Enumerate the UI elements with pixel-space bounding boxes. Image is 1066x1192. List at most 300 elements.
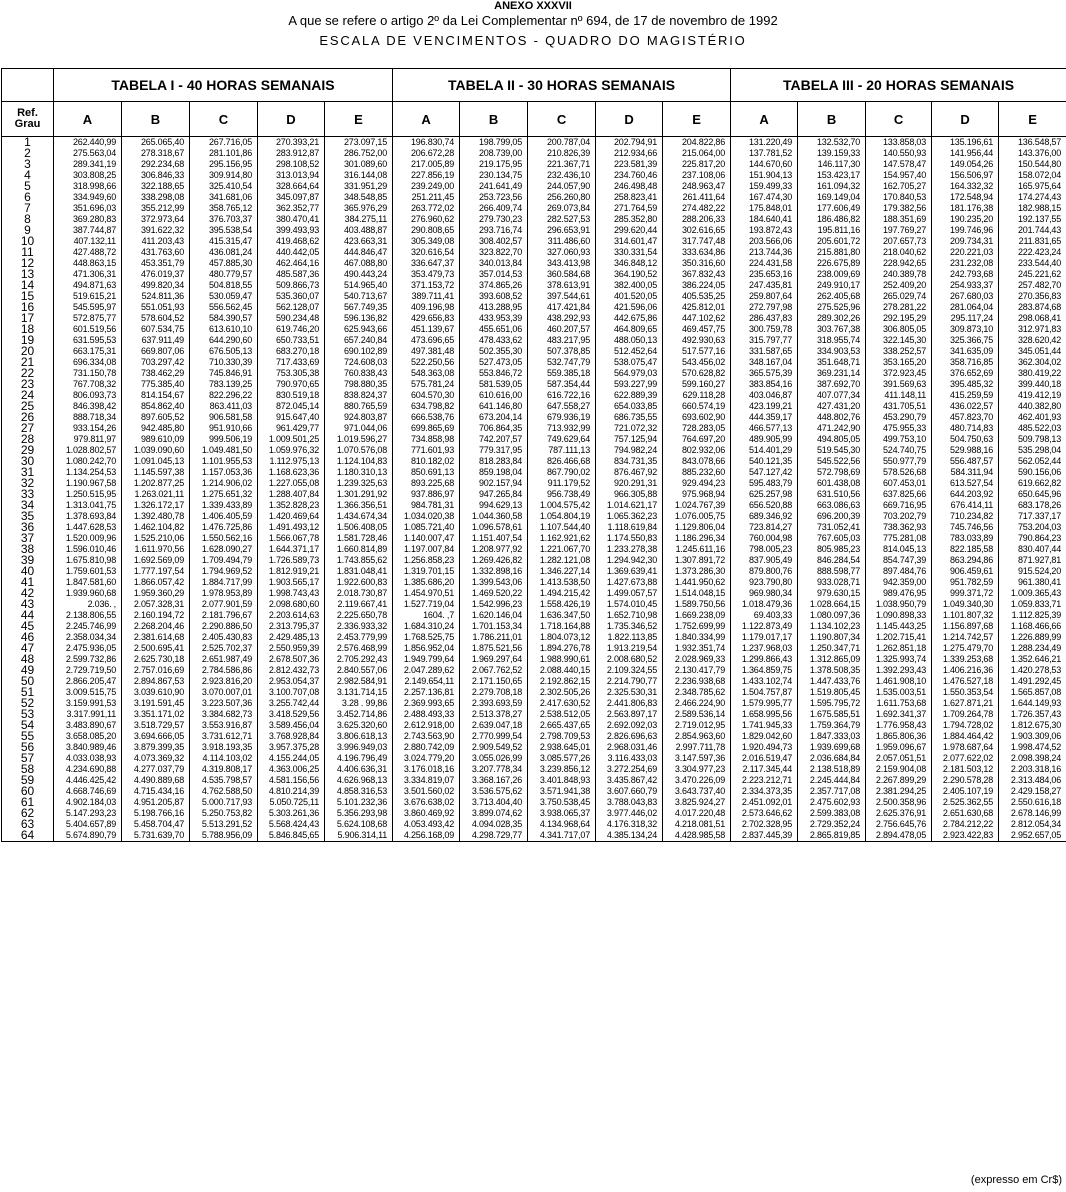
salary-value: 1.469.520,22 <box>471 588 523 598</box>
salary-value: 345.097,87 <box>275 192 319 202</box>
salary-value: 177.606,49 <box>817 203 861 213</box>
salary-value: 438.292,93 <box>546 313 591 323</box>
ref-number: 55 <box>20 729 35 743</box>
salary-value: 232.436,10 <box>546 170 591 180</box>
salary-value: 1.091.045,13 <box>133 456 184 466</box>
salary-value: 731.150,78 <box>72 368 116 378</box>
value-column <box>866 137 932 842</box>
salary-value: 3.553.916,87 <box>201 720 252 730</box>
salary-value: 2.665.437,65 <box>539 720 591 730</box>
salary-value: 2.702.328,95 <box>741 819 793 829</box>
salary-value: 524.811,36 <box>141 291 184 301</box>
salary-value: 292.234,68 <box>140 159 184 169</box>
salary-value: 5.513.291,52 <box>201 819 252 829</box>
salary-value: 760.004,98 <box>749 533 793 543</box>
salary-value: 286.752,00 <box>343 148 388 158</box>
salary-value: 578.526,68 <box>883 467 927 477</box>
salary-value: 270.356,83 <box>1018 291 1062 301</box>
salary-value: 604.570,30 <box>410 390 455 400</box>
salary-value: 738.362,93 <box>883 522 927 532</box>
salary-value: 814.045,13 <box>883 544 927 554</box>
salary-value: 431.705,51 <box>883 401 927 411</box>
salary-value: 279.730,23 <box>478 214 523 224</box>
salary-value: 999.371,72 <box>950 588 994 598</box>
salary-value: 1.288.407,84 <box>268 489 319 499</box>
salary-value: 2.077.622,02 <box>942 753 994 763</box>
salary-value: 731.052,41 <box>817 522 861 532</box>
salary-value: 937.886,97 <box>410 489 455 499</box>
salary-value: 1.009.501,25 <box>268 434 319 444</box>
salary-value: 3.304.977,23 <box>674 764 726 774</box>
salary-value: 2.880.742,09 <box>403 742 455 752</box>
salary-value: 806.093,73 <box>72 390 116 400</box>
salary-value: 657.240,84 <box>343 335 388 345</box>
salary-value: 610.616,00 <box>478 390 523 400</box>
salary-value: 3.223.507,36 <box>201 698 252 708</box>
salary-value: 380.470,41 <box>275 214 319 224</box>
salary-value: 871.927,81 <box>1018 555 1062 565</box>
salary-value: 2.854.963,60 <box>674 731 726 741</box>
salary-value: 1.202.715,41 <box>875 632 927 642</box>
salary-value: 2.429.158,27 <box>1010 786 1062 796</box>
salary-value: 4.176.318,32 <box>606 819 658 829</box>
salary-value: 683.178,26 <box>1018 500 1062 510</box>
salary-value: 457.885,30 <box>208 258 252 268</box>
salary-value: 502.355,30 <box>478 346 523 356</box>
salary-value: 5.624.108,68 <box>336 819 388 829</box>
ref-number: 29 <box>20 443 35 457</box>
salary-value: 1.168.623,36 <box>268 467 319 477</box>
salary-value: 3.207.778,34 <box>471 764 523 774</box>
salary-value: 601.519,56 <box>72 324 116 334</box>
salary-value: 879.800,76 <box>749 566 793 576</box>
ref-number: 32 <box>20 476 35 490</box>
salary-value: 906.581,58 <box>208 412 252 422</box>
salary-value: 139.159,33 <box>817 148 861 158</box>
salary-value: 2.405.430,83 <box>201 632 252 642</box>
salary-value: 320.616,54 <box>410 247 455 257</box>
salary-value: 1.884.464,42 <box>942 731 994 741</box>
salary-value: 1.939.699,68 <box>809 742 861 752</box>
salary-value: 2.036.684,84 <box>809 753 861 763</box>
value-column <box>393 137 460 842</box>
salary-value: 2.757.016,69 <box>133 665 184 675</box>
salary-value: 3.938.065,37 <box>539 808 591 818</box>
salary-value: 1.589.750,56 <box>674 599 726 609</box>
salary-value: 1.332.898,16 <box>471 566 523 576</box>
salary-value: 2.313.484,06 <box>1010 775 1062 785</box>
salary-value: 863.411,03 <box>209 401 252 411</box>
salary-value: 562.128,07 <box>275 302 319 312</box>
salary-value: 1.112.825,39 <box>1011 610 1062 620</box>
salary-value: 296.653,91 <box>546 225 591 235</box>
salary-value: 2.236.938,68 <box>674 676 726 686</box>
salary-value: 3.977.446,02 <box>606 808 658 818</box>
salary-value: 290.808,65 <box>410 225 455 235</box>
salary-value: 1.884.717,99 <box>201 577 252 587</box>
salary-value: 989.610,09 <box>140 434 184 444</box>
salary-value: 217.005,89 <box>410 159 455 169</box>
salary-value: 822.185,58 <box>950 544 994 554</box>
salary-value: 258.823,41 <box>613 192 658 202</box>
salary-value: 942.485,80 <box>140 423 184 433</box>
salary-value: 295.117,24 <box>950 313 994 323</box>
salary-value: 1.812.919,21 <box>268 566 319 576</box>
salary-value: 480.714,83 <box>950 423 994 433</box>
salary-value: 2.475.936,05 <box>65 643 116 653</box>
salary-value: 2.334.373,35 <box>741 786 793 796</box>
salary-value: 2.077.901,59 <box>201 599 252 609</box>
salary-value: 131.220,49 <box>749 137 793 147</box>
ref-number: 20 <box>20 344 35 358</box>
salary-value: 4.341.717,07 <box>539 830 591 840</box>
salary-value: 2.453.779,99 <box>336 632 388 642</box>
salary-value: 686.735,55 <box>613 412 658 422</box>
salary-value: 3.957.375,28 <box>268 742 319 752</box>
salary-value: 771.601,93 <box>410 445 455 455</box>
salary-value: 2.798.709,53 <box>539 731 591 741</box>
salary-value: 485.522,03 <box>1018 423 1062 433</box>
salary-value: 228.942,65 <box>883 258 927 268</box>
salary-value: 2.214.790,77 <box>606 676 658 686</box>
salary-value: 380.419,22 <box>1018 368 1062 378</box>
value-column <box>528 137 596 842</box>
salary-value: 3.024.779,20 <box>403 753 455 763</box>
salary-value: 3.317.991,11 <box>66 709 116 719</box>
salary-value: 1.406.405,59 <box>201 511 252 521</box>
salary-value: 2.500.358,96 <box>875 797 927 807</box>
salary-value: 3.435.867,42 <box>606 775 658 785</box>
salary-value: 440.382,80 <box>1018 401 1062 411</box>
salary-value: 1.339.433,89 <box>201 500 252 510</box>
salary-value: 1.519.805,45 <box>809 687 861 697</box>
salary-value: 1.998.743,43 <box>268 588 319 598</box>
salary-value: 369.231,14 <box>817 368 861 378</box>
salary-value: 162.705,27 <box>883 181 927 191</box>
corner-cell <box>2 69 54 102</box>
salary-value: 251.211,45 <box>411 192 455 202</box>
salary-value: 947.265,84 <box>478 489 523 499</box>
ref-number: 43 <box>20 597 35 611</box>
salary-value: 353.479,73 <box>410 269 455 279</box>
salary-value: 2.550.616,18 <box>1010 797 1062 807</box>
value-column <box>663 137 731 842</box>
salary-value: 387.744,87 <box>72 225 116 235</box>
salary-value: 2.109.324,55 <box>606 665 658 675</box>
salary-value: 3.825.924,27 <box>674 797 726 807</box>
salary-value: 1.684.310,24 <box>403 621 455 631</box>
salary-value: 745.746,56 <box>950 522 994 532</box>
salary-value: 267.716,05 <box>208 137 252 147</box>
salary-value: 767.708,32 <box>72 379 116 389</box>
salary-value: 1.420.469,64 <box>268 511 319 521</box>
ref-number: 64 <box>20 828 35 842</box>
salary-value: 265.065,40 <box>140 137 184 147</box>
salary-value: 906.459,61 <box>950 566 994 576</box>
salary-value: 1.250.515,95 <box>65 489 116 499</box>
salary-value: 5.906.314,11 <box>337 830 388 840</box>
salary-value: 1.107.544,40 <box>539 522 591 532</box>
salary-value: 3.470.226,09 <box>674 775 726 785</box>
salary-value: 499.753,10 <box>883 434 927 444</box>
salary-value: 397.544,61 <box>546 291 591 301</box>
salary-value: 151.904,13 <box>749 170 793 180</box>
salary-value: 1.462.104,82 <box>133 522 184 532</box>
salary-value: 2.203.318,16 <box>1010 764 1062 774</box>
salary-value: 3.116.433,03 <box>607 753 658 763</box>
salary-value: 206.672,28 <box>410 148 455 158</box>
salary-value: 717.433,69 <box>275 357 319 367</box>
salary-value: 2.612.918,00 <box>403 720 455 730</box>
salary-value: 415.259,59 <box>950 390 994 400</box>
salary-value: 1.550.353,54 <box>942 687 994 697</box>
salary-value: 1.759.364,79 <box>809 720 861 730</box>
salary-value: 1.535.003,51 <box>875 687 927 697</box>
salary-value: 462.401,93 <box>1018 412 1062 422</box>
salary-value: 340.013,84 <box>478 258 523 268</box>
salary-value: 1.059.833,71 <box>1010 599 1062 609</box>
salary-value: 846.284,54 <box>817 555 861 565</box>
salary-value: 519.615,21 <box>72 291 116 301</box>
salary-value: 802.932,06 <box>682 445 726 455</box>
grade-header: C <box>190 102 258 137</box>
salary-value: 885.232,60 <box>682 467 726 477</box>
salary-value: 212.934,66 <box>613 148 658 158</box>
salary-value: 133.858,03 <box>883 137 927 147</box>
salary-value: 4.298.729,77 <box>471 830 523 840</box>
salary-value: 389.711,41 <box>411 291 455 301</box>
salary-value: 2.138.806,55 <box>65 610 116 620</box>
salary-value: 1.558.426,19 <box>539 599 591 609</box>
salary-value: 348.548,85 <box>343 192 388 202</box>
salary-value: 1.504.757,87 <box>741 687 793 697</box>
salary-value: 575.781,24 <box>410 379 455 389</box>
salary-value: 427.488,72 <box>72 247 116 257</box>
salary-value: 1.145.443,25 <box>875 621 927 631</box>
salary-value: 1.299.866,43 <box>741 654 793 664</box>
salary-value: 376.652,69 <box>950 368 994 378</box>
salary-value: 650.733,51 <box>275 335 319 345</box>
salary-value: 710.234,82 <box>950 511 994 521</box>
salary-value: 1.312.865,09 <box>809 654 861 664</box>
salary-value: 2.279.708,18 <box>471 687 523 697</box>
salary-value: 1.190.967,58 <box>65 478 116 488</box>
salary-value: 407.077,34 <box>817 390 861 400</box>
salary-value: 830.519,18 <box>275 390 319 400</box>
salary-value: 971.044,06 <box>343 423 388 433</box>
salary-value: 2.599.732,86 <box>65 654 116 664</box>
salary-value: 240.389,78 <box>883 269 927 279</box>
salary-value: 1.325.993,74 <box>875 654 927 664</box>
salary-value: 2.599.383,08 <box>809 808 861 818</box>
salary-value: 453.351,79 <box>140 258 184 268</box>
salary-value: 328.664,64 <box>275 181 319 191</box>
salary-value: 1.140.007,47 <box>403 533 455 543</box>
salary-value: 2.088.440,15 <box>539 665 591 675</box>
salary-value: 1.903.565,17 <box>268 577 319 587</box>
salary-value: 135.196,61 <box>950 137 994 147</box>
salary-value: 1604. ,7 <box>423 610 455 620</box>
salary-value: 779.317,95 <box>478 445 523 455</box>
grade-header: A <box>393 102 460 137</box>
salary-value: 3.731.612,71 <box>201 731 252 741</box>
salary-value: 367.832,43 <box>682 269 726 279</box>
salary-value: 3.272.254,69 <box>606 764 658 774</box>
salary-value: 915.524,20 <box>1018 566 1062 576</box>
ref-number: 4 <box>24 168 31 182</box>
salary-value: 2.223.212,71 <box>741 775 793 785</box>
salary-value: 2.245.746,99 <box>65 621 116 631</box>
salary-value: 1.831.048,41 <box>336 566 388 576</box>
salary-value: 742.207,57 <box>478 434 523 444</box>
salary-value: 2.057.051,51 <box>875 753 927 763</box>
salary-value: 1.794.969,52 <box>201 566 252 576</box>
salary-value: 1.434.674,34 <box>336 511 388 521</box>
salary-value: 599.160,27 <box>682 379 726 389</box>
salary-value: 154.957,40 <box>883 170 927 180</box>
ref-number: 36 <box>20 520 35 534</box>
salary-value: 1.644.149,93 <box>1010 698 1062 708</box>
salary-value: 399.440,18 <box>1018 379 1062 389</box>
salary-value: 567.749,35 <box>343 302 388 312</box>
salary-value: 2.563.897,17 <box>606 709 658 719</box>
salary-value: 476.019,37 <box>140 269 184 279</box>
salary-value: 1.237.968,03 <box>741 643 793 653</box>
salary-value: 798.880,35 <box>343 379 388 389</box>
salary-value: 654.033,85 <box>613 401 658 411</box>
salary-value: 837.905,49 <box>749 555 793 565</box>
ref-number: 54 <box>20 718 35 732</box>
salary-value: 2.784.586,86 <box>201 665 252 675</box>
salary-value: 4.277.037,79 <box>133 764 184 774</box>
value-column <box>54 137 122 842</box>
salary-value: 460.207,57 <box>546 324 591 334</box>
salary-value: 334.949,60 <box>72 192 116 202</box>
salary-value: 1.129.806,04 <box>674 522 726 532</box>
salary-value: 3.483.890,67 <box>65 720 116 730</box>
salary-value: 854.862,40 <box>140 401 184 411</box>
salary-value: 208.739,00 <box>478 148 523 158</box>
salary-value: 453.290,79 <box>883 412 927 422</box>
salary-value: 666.538,76 <box>410 412 455 422</box>
ref-number: 24 <box>20 388 35 402</box>
salary-value: 1.441.950,62 <box>674 577 726 587</box>
salary-value: 924.803,87 <box>343 412 388 422</box>
salary-value: 915.647,40 <box>275 412 319 422</box>
salary-value: 897.605,52 <box>140 412 184 422</box>
salary-value: 466.577,13 <box>749 423 793 433</box>
salary-value: 3.918.193,35 <box>201 742 252 752</box>
salary-value: 5.731.639,70 <box>133 830 184 840</box>
salary-value: 1.096.578,61 <box>471 522 523 532</box>
salary-value: 179.382,56 <box>883 203 927 213</box>
salary-value: 1.124.104,83 <box>336 456 388 466</box>
salary-value: 245.221,62 <box>1018 269 1062 279</box>
salary-value: 629.118,28 <box>682 390 726 400</box>
salary-value: 225.817,20 <box>682 159 726 169</box>
salary-value: 999.506,19 <box>208 434 252 444</box>
salary-value: 619.746,20 <box>275 324 319 334</box>
ref-number: 26 <box>20 410 35 424</box>
value-column <box>325 137 393 842</box>
grade-header: B <box>122 102 190 137</box>
ref-number: 53 <box>20 707 35 721</box>
salary-value: 492.930,63 <box>682 335 726 345</box>
salary-value: 1.856.952,04 <box>403 643 455 653</box>
salary-value: 2.866.205,47 <box>65 676 116 686</box>
salary-value: 1.339.253,68 <box>942 654 994 664</box>
salary-value: 509.798,13 <box>1018 434 1062 444</box>
salary-value: 5.356.293,98 <box>336 808 388 818</box>
grade-header: E <box>325 102 393 137</box>
salary-value: 451.139,67 <box>410 324 455 334</box>
salary-value: 2.678.507,36 <box>268 654 319 664</box>
salary-value: 1.726.357,43 <box>1010 709 1062 719</box>
salary-value: 2.149.654,11 <box>404 676 455 686</box>
salary-value: 1.675.810,98 <box>65 555 116 565</box>
salary-value: 1.054.804,19 <box>539 511 591 521</box>
salary-value: 551.051,93 <box>140 302 184 312</box>
salary-value: 328.620,42 <box>1018 335 1062 345</box>
salary-value: 1.875.521,56 <box>471 643 523 653</box>
salary-value: 1.794.728,02 <box>942 720 994 730</box>
salary-value: 2.067.762,52 <box>471 665 523 675</box>
salary-value: 311.486,60 <box>547 236 591 246</box>
salary-value: 5.303.261,36 <box>268 808 319 818</box>
salary-value: 2.770.999,54 <box>471 731 523 741</box>
salary-value: 423.663,31 <box>343 236 388 246</box>
salary-value: 239.249,00 <box>410 181 455 191</box>
salary-value: 2.953.054,37 <box>268 676 319 686</box>
salary-value: 322.188,65 <box>140 181 184 191</box>
salary-value: 2.639.047,18 <box>471 720 523 730</box>
salary-value: 257.482,70 <box>1018 280 1062 290</box>
salary-value: 1.628.090,27 <box>201 544 252 554</box>
salary-value: 734.858,98 <box>410 434 455 444</box>
ref-number: 23 <box>20 377 35 391</box>
salary-value: 4.715.434,16 <box>133 786 184 796</box>
salary-value: 509.866,73 <box>275 280 319 290</box>
salary-value: 5.674.890,79 <box>65 830 116 840</box>
ref-number: 57 <box>20 751 35 765</box>
salary-value: 167.474,30 <box>749 192 793 202</box>
salary-value: 202.794,91 <box>613 137 658 147</box>
salary-value: 2.894.867,53 <box>133 676 184 686</box>
salary-value: 391.622,32 <box>140 225 184 235</box>
salary-value: 1.527.719,04 <box>403 599 455 609</box>
salary-value: 1.038.950,79 <box>875 599 927 609</box>
salary-value: 595.483,79 <box>749 478 793 488</box>
salary-scale-table <box>1 68 1066 842</box>
grade-header: A <box>54 102 122 137</box>
salary-value: 485.587,36 <box>275 269 319 279</box>
salary-value: 2.837.445,39 <box>741 830 793 840</box>
salary-value: 150.544,80 <box>1018 159 1062 169</box>
salary-value: 2.047.289,62 <box>403 665 455 675</box>
salary-value: 3.176.018,16 <box>403 764 455 774</box>
salary-value: 2.826.696,63 <box>606 731 658 741</box>
salary-value: 350.316,60 <box>682 258 726 268</box>
salary-value: 1.420.278,53 <box>1010 665 1062 675</box>
salary-value: 897.484,76 <box>883 566 927 576</box>
salary-value: 679.936,19 <box>546 412 591 422</box>
salary-value: 429.656,83 <box>410 313 455 323</box>
salary-value: 4.428.985,58 <box>674 830 726 840</box>
salary-value: 159.499,33 <box>749 181 793 191</box>
salary-value: 564.979,03 <box>613 368 658 378</box>
salary-value: 1.894.276,78 <box>539 643 591 653</box>
ref-number: 62 <box>20 806 35 820</box>
